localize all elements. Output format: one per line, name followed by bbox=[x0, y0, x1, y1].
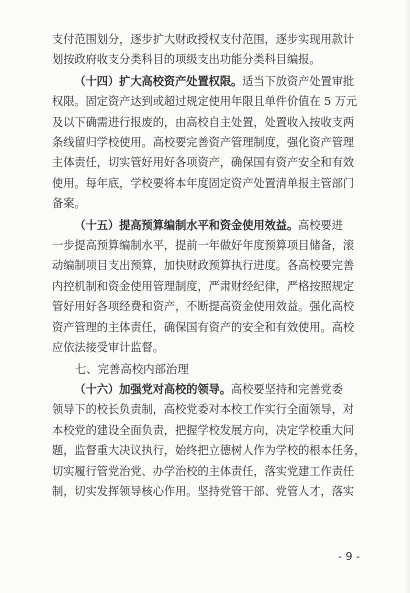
text-line: 内控机制和资金使用管理制度，严肃财经纪律，严格按照规定 bbox=[52, 279, 355, 293]
text-line: 本校党的建设全面负责，把握学校发展方向，决定学校重大问 bbox=[52, 423, 355, 437]
text-line: 领导下的校长负责制，高校党委对本校工作实行全面领导，对 bbox=[52, 403, 355, 417]
section-15-line bbox=[52, 215, 376, 236]
text-line: 备案。 bbox=[52, 197, 86, 211]
text-line: 资产管理的主体责任，确保国有资产的安全和有效使用。高校 bbox=[52, 320, 355, 334]
document-body bbox=[52, 30, 376, 502]
section-14-title: （十四）扩大高校资产处置权限。 bbox=[74, 73, 243, 88]
page-edge-shadow bbox=[404, 0, 410, 593]
text-line: 一步提高预算编制水平，提前一年做好年度预算项目储备，滚 bbox=[52, 239, 355, 253]
text-line: 适当下放资产处置审批 bbox=[242, 74, 355, 88]
text-line: 题，监督重大决议执行，始终把立德树人作为学校的根本任务， bbox=[52, 444, 366, 458]
text-line: 划按政府收支分类科目的项级支出功能分类科目编报。 bbox=[52, 53, 321, 67]
text-line: 高校要坚持和完善党委 bbox=[231, 382, 343, 396]
section-14-line bbox=[52, 71, 376, 92]
chapter-7-heading: 七、完善高校内部治理 bbox=[74, 361, 189, 376]
text-line: 高校要进 bbox=[298, 218, 343, 232]
text-line: 切实履行管党治党、办学治校的主体责任，落实党建工作责任 bbox=[52, 464, 355, 478]
text-line: 主体责任，切实管好用好各项资产，确保国有资产安全和有效 bbox=[52, 156, 355, 170]
text-line: 应依法接受审计监督。 bbox=[52, 341, 164, 355]
text-line: 使用。每年底，学校要将本年度固定资产处置清单报主管部门 bbox=[52, 176, 355, 190]
text-line: 条线留归学校使用。高校要完善资产管理制度，强化资产管理 bbox=[52, 136, 355, 150]
text-line: 及以下确需进行报废的，由高校自主处置，处置收入按收支两 bbox=[52, 115, 355, 129]
section-16-title: （十六）加强党对高校的领导。 bbox=[74, 381, 232, 396]
section-15-title: （十五）提高预算编制水平和资金使用效益。 bbox=[74, 217, 299, 232]
text-line: 动编制项目支出预算，加快财政预算执行进度。各高校要完善 bbox=[52, 259, 355, 273]
text-line: 权限。固定资产达到或超过规定使用年限且单件价值在 5 万元 bbox=[52, 95, 358, 109]
section-16-line bbox=[52, 379, 376, 400]
page-number: - 9 - bbox=[338, 550, 360, 563]
text-line: 管好用好各项经费和资产，不断提高资金使用效益。强化高校 bbox=[52, 300, 355, 314]
text-line: 支付范围划分，逐步扩大财政授权支付范围，逐步实现用款计 bbox=[52, 33, 355, 46]
text-line: 制，切实发挥领导核心作用。坚持党管干部、党管人才，落实 bbox=[52, 484, 355, 498]
